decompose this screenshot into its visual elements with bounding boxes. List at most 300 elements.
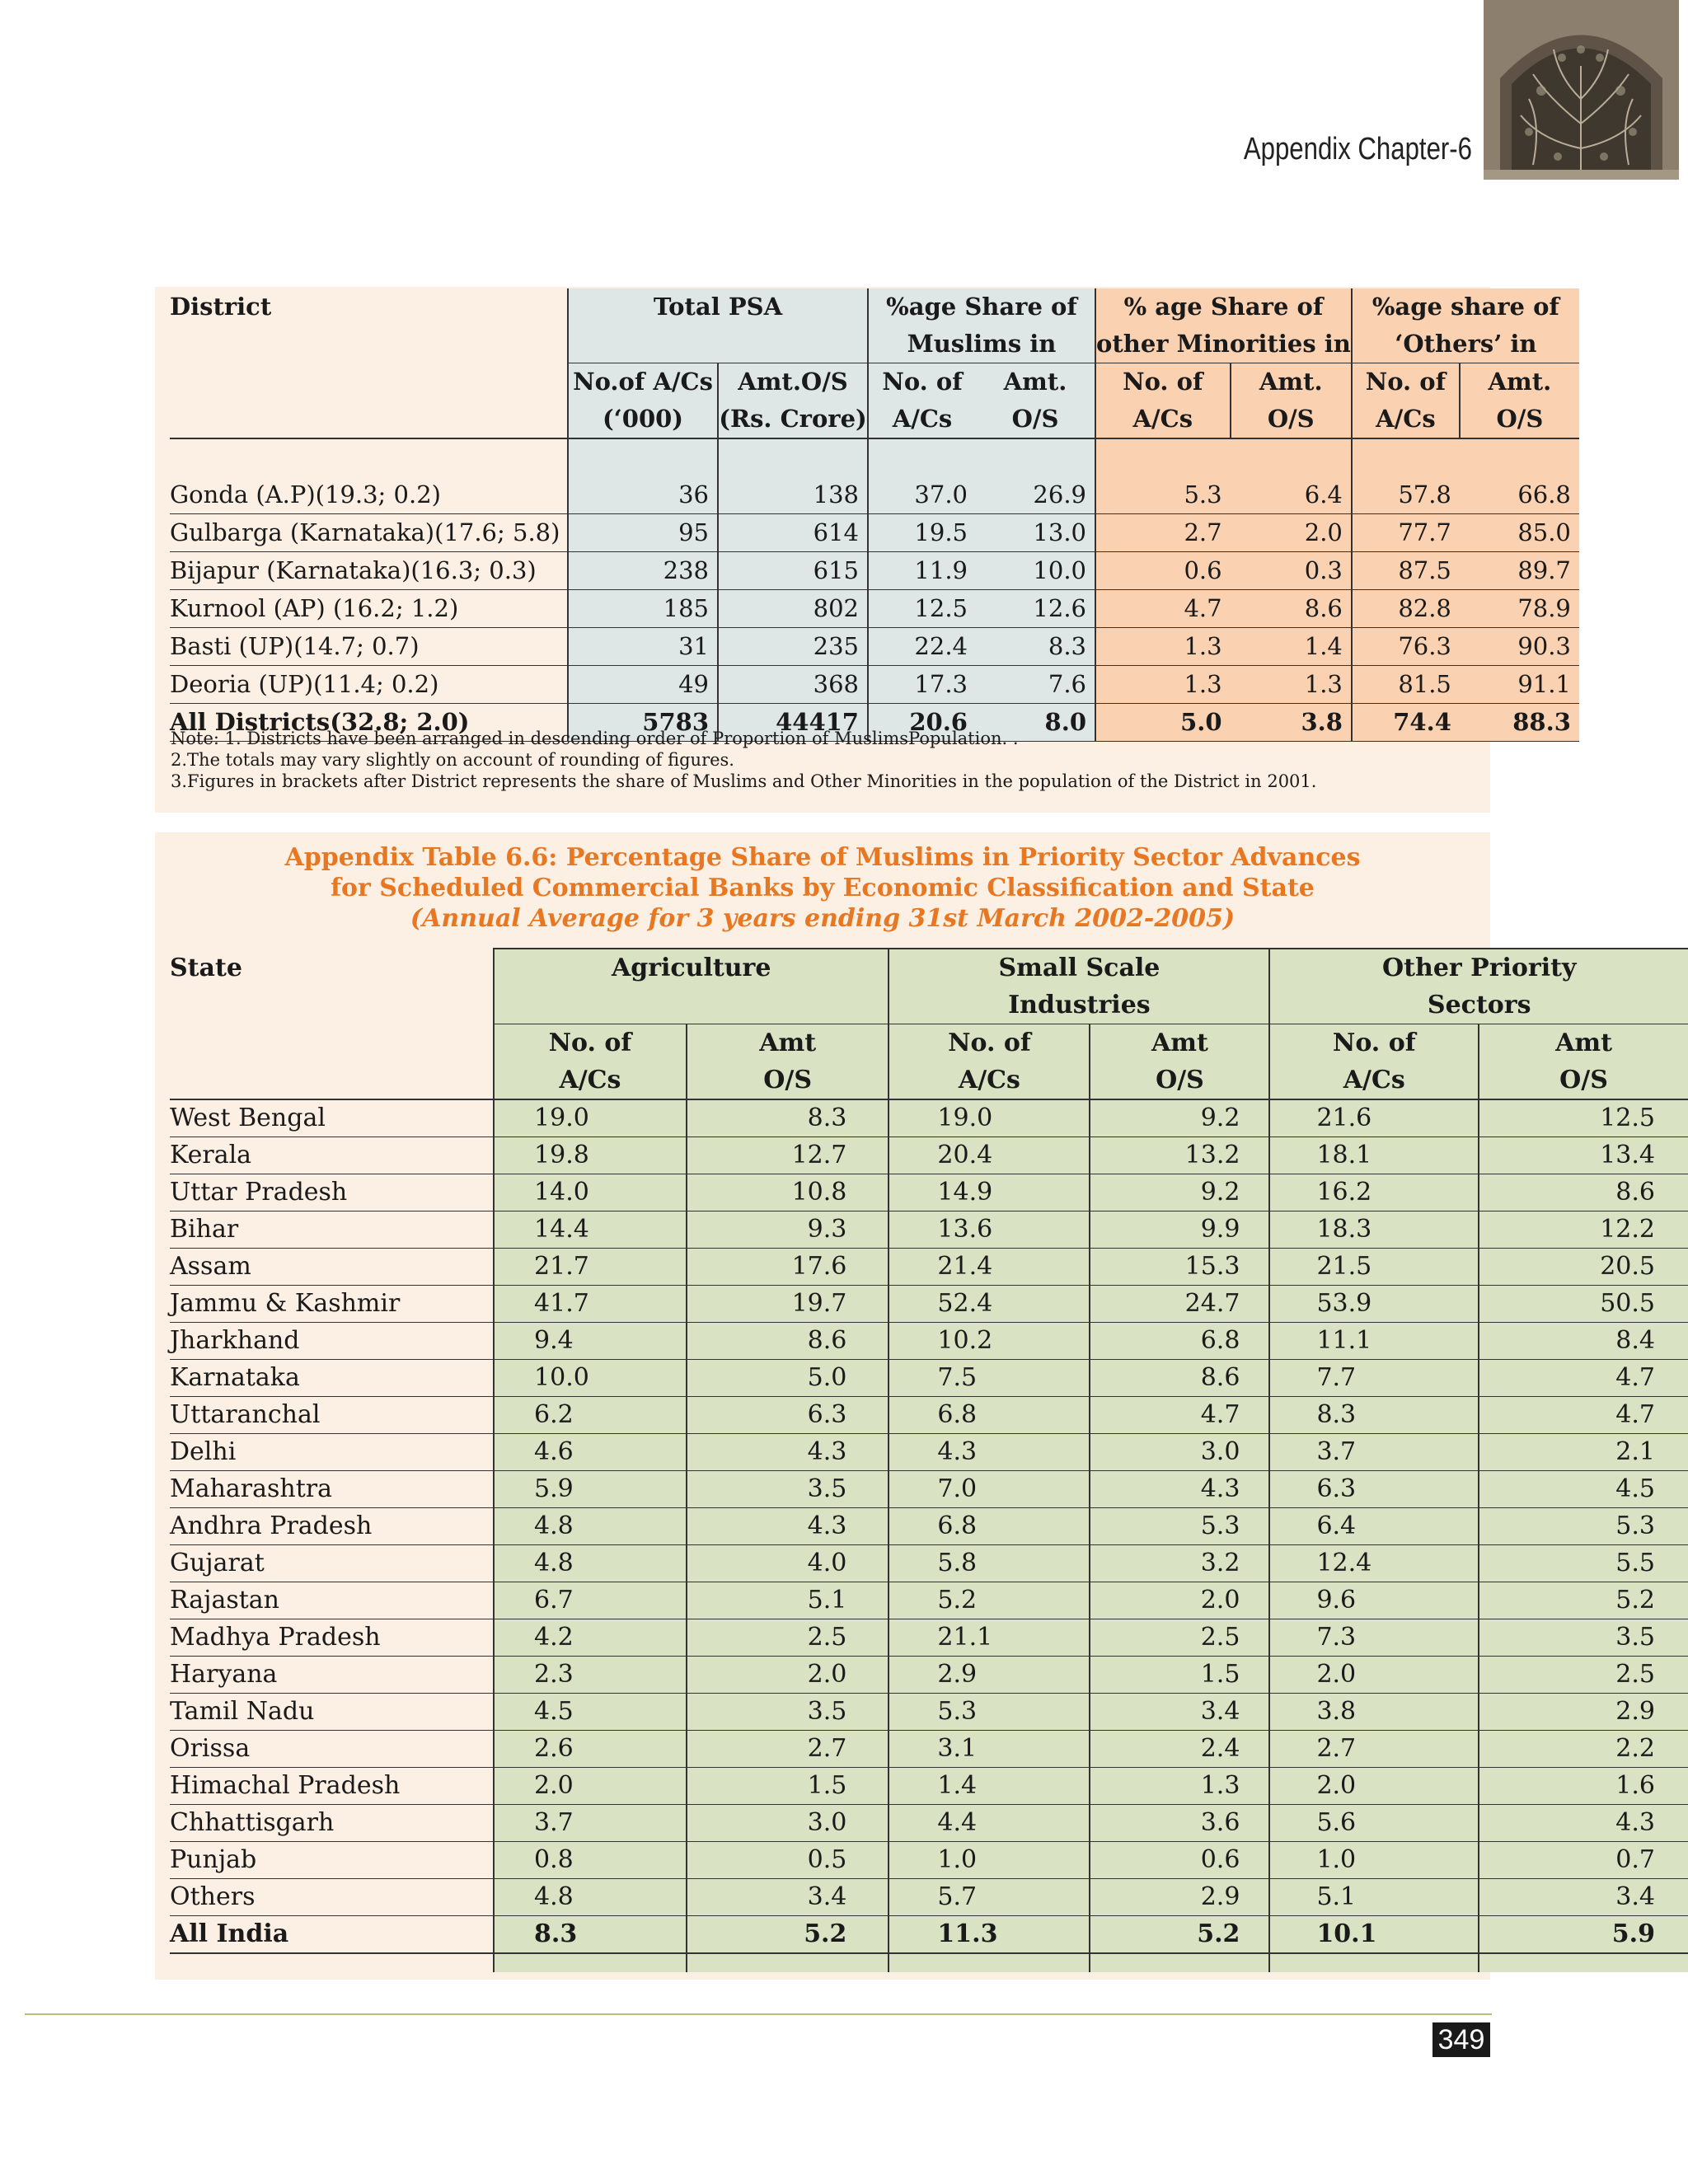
value-cell: 8.6 [1090, 1360, 1269, 1397]
value-cell: 90.3 [1460, 628, 1579, 666]
col-header-ssi-acs: A/Cs [889, 1062, 1090, 1099]
table-row [170, 1434, 1688, 1471]
col-header-ag-amt: Amt [687, 1024, 889, 1062]
value-cell: 7.0 [889, 1471, 1090, 1508]
value-cell: 14.0 [494, 1174, 687, 1212]
value-cell: 4.4 [889, 1805, 1090, 1842]
table-row [170, 476, 1579, 514]
col-header-m-amt: Amt. [976, 363, 1095, 401]
value-cell: 5.5 [1479, 1545, 1688, 1582]
col-header-ssi-sub: Industries [889, 987, 1269, 1024]
col-header-x-acs: A/Cs [1352, 401, 1460, 438]
value-cell: 9.3 [687, 1212, 889, 1249]
value-cell: 13.6 [889, 1212, 1090, 1249]
value-cell: 0.7 [1479, 1842, 1688, 1879]
table-row [170, 1323, 1688, 1360]
value-cell: 2.6 [494, 1731, 687, 1768]
value-cell: 4.2 [494, 1619, 687, 1657]
value-cell: 1.4 [1231, 628, 1352, 666]
state-name-cell: Uttaranchal [170, 1397, 494, 1434]
table2-title-subtitle: (Annual Average for 3 years ending 31st March 2002-2005) [410, 904, 1236, 933]
value-cell: 1.3 [1095, 628, 1231, 666]
value-cell: 5783 [568, 704, 718, 742]
col-header-o-os: O/S [1231, 401, 1352, 438]
value-cell: 16.2 [1269, 1174, 1479, 1212]
col-header-district: District [170, 288, 568, 326]
state-name-cell: Karnataka [170, 1360, 494, 1397]
col-header-o-no: No. of [1095, 363, 1231, 401]
state-name-cell: Orissa [170, 1731, 494, 1768]
value-cell: 5.3 [1095, 476, 1231, 514]
value-cell: 2.0 [1269, 1657, 1479, 1694]
col-header-ag-no: No. of [494, 1024, 687, 1062]
value-cell: 4.6 [494, 1434, 687, 1471]
col-header-o-acs: A/Cs [1095, 401, 1231, 438]
value-cell: 8.0 [976, 704, 1095, 742]
col-header-m-os: O/S [976, 401, 1095, 438]
value-cell: 2.5 [687, 1619, 889, 1657]
value-cell: 5.1 [1269, 1879, 1479, 1916]
col-header-ops-no: No. of [1269, 1024, 1479, 1062]
table-row [170, 1099, 1688, 1137]
value-cell: 20.4 [889, 1137, 1090, 1174]
value-cell: 4.3 [1479, 1805, 1688, 1842]
value-cell: 49 [568, 666, 718, 704]
col-header-o-amt: Amt. [1231, 363, 1352, 401]
value-cell: 26.9 [976, 476, 1095, 514]
value-cell: 50.5 [1479, 1286, 1688, 1323]
value-cell: 74.4 [1352, 704, 1460, 742]
state-name-cell: Jammu & Kashmir [170, 1286, 494, 1323]
state-name-cell: All India [170, 1916, 494, 1954]
table-row [170, 1249, 1688, 1286]
value-cell: 19.5 [868, 514, 976, 552]
value-cell: 10.8 [687, 1174, 889, 1212]
value-cell: 5.2 [889, 1582, 1090, 1619]
value-cell: 18.3 [1269, 1212, 1479, 1249]
state-name-cell: Himachal Pradesh [170, 1768, 494, 1805]
value-cell: 19.0 [889, 1099, 1090, 1137]
value-cell: 4.3 [889, 1434, 1090, 1471]
value-cell: 5.0 [1095, 704, 1231, 742]
district-name-cell: Gulbarga (Karnataka)(17.6; 5.8) [170, 514, 568, 552]
value-cell: 31 [568, 628, 718, 666]
value-cell: 2.0 [1231, 514, 1352, 552]
value-cell: 12.2 [1479, 1212, 1688, 1249]
table-row [170, 1842, 1688, 1879]
value-cell: 6.8 [889, 1397, 1090, 1434]
value-cell: 7.5 [889, 1360, 1090, 1397]
state-name-cell: Chhattisgarh [170, 1805, 494, 1842]
value-cell: 3.7 [494, 1805, 687, 1842]
table1-notes [171, 728, 1316, 792]
value-cell: 3.0 [687, 1805, 889, 1842]
value-cell: 11.1 [1269, 1323, 1479, 1360]
col-header-m-no: No. of [868, 363, 976, 401]
table-row [170, 1545, 1688, 1582]
value-cell: 10.0 [494, 1360, 687, 1397]
state-name-cell: Madhya Pradesh [170, 1619, 494, 1657]
state-name-cell: Bihar [170, 1212, 494, 1249]
value-cell: 9.6 [1269, 1582, 1479, 1619]
table-row [170, 1619, 1688, 1657]
value-cell: 3.8 [1269, 1694, 1479, 1731]
value-cell: 2.0 [1269, 1768, 1479, 1805]
state-name-cell: Rajastan [170, 1582, 494, 1619]
value-cell: 3.5 [687, 1471, 889, 1508]
value-cell: 4.3 [687, 1434, 889, 1471]
table-row [170, 1768, 1688, 1805]
value-cell: 8.4 [1479, 1323, 1688, 1360]
value-cell: 15.3 [1090, 1249, 1269, 1286]
value-cell: 5.9 [494, 1471, 687, 1508]
state-name-cell: Haryana [170, 1657, 494, 1694]
value-cell: 52.4 [889, 1286, 1090, 1323]
value-cell: 1.0 [889, 1842, 1090, 1879]
note-line: 3.Figures in brackets after District represents the share of Muslims and Other Minorities in the population of the District in 2001. [171, 771, 1317, 791]
value-cell: 9.2 [1090, 1099, 1269, 1137]
col-header-ssi: Small Scale [889, 949, 1269, 987]
value-cell: 88.3 [1460, 704, 1579, 742]
table-row [170, 1731, 1688, 1768]
value-cell: 18.1 [1269, 1137, 1479, 1174]
value-cell: 17.6 [687, 1249, 889, 1286]
value-cell: 4.7 [1090, 1397, 1269, 1434]
total-row [170, 1916, 1688, 1954]
value-cell: 2.0 [494, 1768, 687, 1805]
value-cell: 11.9 [868, 552, 976, 590]
value-cell: 81.5 [1352, 666, 1460, 704]
value-cell: 91.1 [1460, 666, 1579, 704]
value-cell: 95 [568, 514, 718, 552]
district-psa-table [170, 288, 1579, 742]
table-row [170, 666, 1579, 704]
col-header-muslims: %age Share of [868, 288, 1095, 326]
col-header-minorities: % age Share of [1095, 288, 1352, 326]
value-cell: 1.4 [889, 1768, 1090, 1805]
state-name-cell: Others [170, 1879, 494, 1916]
value-cell: 13.2 [1090, 1137, 1269, 1174]
state-priority-sector-table [170, 948, 1688, 1972]
value-cell: 4.8 [494, 1508, 687, 1545]
value-cell: 10.0 [976, 552, 1095, 590]
footer-rule [25, 2013, 1492, 2015]
col-header-ssi-no: No. of [889, 1024, 1090, 1062]
value-cell: 24.7 [1090, 1286, 1269, 1323]
value-cell: 1.3 [1090, 1768, 1269, 1805]
district-name-cell: Kurnool (AP) (16.2; 1.2) [170, 590, 568, 628]
value-cell: 44417 [718, 704, 868, 742]
state-name-cell: Uttar Pradesh [170, 1174, 494, 1212]
value-cell: 1.3 [1095, 666, 1231, 704]
district-name-cell: Gonda (A.P)(19.3; 0.2) [170, 476, 568, 514]
value-cell: 5.3 [1479, 1508, 1688, 1545]
value-cell: 2.0 [1090, 1582, 1269, 1619]
table-row [170, 1360, 1688, 1397]
value-cell: 238 [568, 552, 718, 590]
value-cell: 5.2 [1090, 1916, 1269, 1954]
value-cell: 2.1 [1479, 1434, 1688, 1471]
value-cell: 19.0 [494, 1099, 687, 1137]
value-cell: 6.4 [1231, 476, 1352, 514]
col-header-x-os: O/S [1460, 401, 1579, 438]
col-header-m-acs: A/Cs [868, 401, 976, 438]
value-cell: 0.6 [1090, 1842, 1269, 1879]
value-cell: 10.2 [889, 1323, 1090, 1360]
value-cell: 0.6 [1095, 552, 1231, 590]
district-name-cell: Basti (UP)(14.7; 0.7) [170, 628, 568, 666]
col-header-psa-amt-unit: (Rs. Crore) [718, 401, 868, 438]
value-cell: 615 [718, 552, 868, 590]
state-name-cell: West Bengal [170, 1099, 494, 1137]
value-cell: 1.5 [687, 1768, 889, 1805]
value-cell: 4.7 [1479, 1397, 1688, 1434]
value-cell: 5.0 [687, 1360, 889, 1397]
value-cell: 4.8 [494, 1879, 687, 1916]
col-header-ssi-os: O/S [1090, 1062, 1269, 1099]
value-cell: 12.4 [1269, 1545, 1479, 1582]
value-cell: 22.4 [868, 628, 976, 666]
value-cell: 12.5 [868, 590, 976, 628]
value-cell: 3.5 [1479, 1619, 1688, 1657]
table-row [170, 1286, 1688, 1323]
value-cell: 20.6 [868, 704, 976, 742]
col-header-others-sub: ‘Others’ in [1352, 326, 1579, 363]
col-header-psa-amt: Amt.O/S [718, 363, 868, 401]
state-name-cell: Assam [170, 1249, 494, 1286]
value-cell: 2.4 [1090, 1731, 1269, 1768]
value-cell: 3.5 [687, 1694, 889, 1731]
value-cell: 7.3 [1269, 1619, 1479, 1657]
value-cell: 802 [718, 590, 868, 628]
value-cell: 37.0 [868, 476, 976, 514]
value-cell: 13.4 [1479, 1137, 1688, 1174]
value-cell: 19.7 [687, 1286, 889, 1323]
col-header-ag-acs: A/Cs [494, 1062, 687, 1099]
table-row [170, 1582, 1688, 1619]
value-cell: 2.9 [889, 1657, 1090, 1694]
state-name-cell: Delhi [170, 1434, 494, 1471]
value-cell: 3.7 [1269, 1434, 1479, 1471]
value-cell: 77.7 [1352, 514, 1460, 552]
col-header-psa-no: No.of A/Cs [568, 363, 718, 401]
value-cell: 4.5 [494, 1694, 687, 1731]
value-cell: 3.4 [687, 1879, 889, 1916]
value-cell: 12.6 [976, 590, 1095, 628]
value-cell: 5.8 [889, 1545, 1090, 1582]
value-cell: 57.8 [1352, 476, 1460, 514]
state-name-cell: Tamil Nadu [170, 1694, 494, 1731]
value-cell: 9.9 [1090, 1212, 1269, 1249]
value-cell: 3.4 [1090, 1694, 1269, 1731]
note-line: Note: 1. Districts have been arranged in descending order of Proportion of MuslimsPopulation. . [171, 729, 1019, 748]
table-row [170, 552, 1579, 590]
table-row [170, 1471, 1688, 1508]
value-cell: 5.2 [1479, 1582, 1688, 1619]
value-cell: 14.4 [494, 1212, 687, 1249]
value-cell: 17.3 [868, 666, 976, 704]
value-cell: 2.2 [1479, 1731, 1688, 1768]
col-header-ag-os: O/S [687, 1062, 889, 1099]
value-cell: 0.8 [494, 1842, 687, 1879]
value-cell: 4.7 [1095, 590, 1231, 628]
value-cell: 3.6 [1090, 1805, 1269, 1842]
value-cell: 2.0 [687, 1657, 889, 1694]
value-cell: 53.9 [1269, 1286, 1479, 1323]
value-cell: 85.0 [1460, 514, 1579, 552]
state-name-cell: Jharkhand [170, 1323, 494, 1360]
table2-title-line2: for Scheduled Commercial Banks by Economic Classification and State [331, 874, 1315, 902]
value-cell: 8.3 [1269, 1397, 1479, 1434]
value-cell: 5.2 [687, 1916, 889, 1954]
value-cell: 5.9 [1479, 1916, 1688, 1954]
value-cell: 1.0 [1269, 1842, 1479, 1879]
value-cell: 1.3 [1231, 666, 1352, 704]
value-cell: 138 [718, 476, 868, 514]
value-cell: 6.8 [1090, 1323, 1269, 1360]
value-cell: 3.0 [1090, 1434, 1269, 1471]
value-cell: 21.4 [889, 1249, 1090, 1286]
value-cell: 8.6 [687, 1323, 889, 1360]
value-cell: 11.3 [889, 1916, 1090, 1954]
value-cell: 2.7 [1269, 1731, 1479, 1768]
value-cell: 2.3 [494, 1657, 687, 1694]
value-cell: 6.2 [494, 1397, 687, 1434]
value-cell: 8.3 [687, 1099, 889, 1137]
value-cell: 5.3 [889, 1694, 1090, 1731]
value-cell: 235 [718, 628, 868, 666]
value-cell: 8.3 [976, 628, 1095, 666]
district-name-cell: Deoria (UP)(11.4; 0.2) [170, 666, 568, 704]
value-cell: 13.0 [976, 514, 1095, 552]
value-cell: 2.5 [1479, 1657, 1688, 1694]
value-cell: 5.7 [889, 1879, 1090, 1916]
value-cell: 89.7 [1460, 552, 1579, 590]
value-cell: 2.9 [1090, 1879, 1269, 1916]
value-cell: 6.4 [1269, 1508, 1479, 1545]
value-cell: 66.8 [1460, 476, 1579, 514]
col-header-minorities-sub: other Minorities in [1095, 326, 1352, 363]
col-header-ops-sub: Sectors [1269, 987, 1688, 1024]
table-row [170, 1397, 1688, 1434]
header-decorative-image [1484, 0, 1679, 180]
col-header-ops-amt: Amt [1479, 1024, 1688, 1062]
value-cell: 0.5 [687, 1842, 889, 1879]
table2-title [155, 842, 1490, 934]
col-header-others: %age share of [1352, 288, 1579, 326]
value-cell: 14.9 [889, 1174, 1090, 1212]
value-cell: 78.9 [1460, 590, 1579, 628]
value-cell: 1.6 [1479, 1768, 1688, 1805]
value-cell: 3.4 [1479, 1879, 1688, 1916]
table-row [170, 1694, 1688, 1731]
table-row [170, 1508, 1688, 1545]
value-cell: 9.4 [494, 1323, 687, 1360]
value-cell: 2.9 [1479, 1694, 1688, 1731]
table-row [170, 1212, 1688, 1249]
value-cell: 7.7 [1269, 1360, 1479, 1397]
page-number: 349 [1432, 2022, 1490, 2057]
table-row [170, 590, 1579, 628]
col-header-ops: Other Priority [1269, 949, 1688, 987]
value-cell: 82.8 [1352, 590, 1460, 628]
table-row [170, 1657, 1688, 1694]
table-end-spacer [170, 1953, 1688, 1972]
note-line: 2.The totals may vary slightly on account of rounding of figures. [171, 750, 734, 770]
value-cell: 3.1 [889, 1731, 1090, 1768]
value-cell: 5.6 [1269, 1805, 1479, 1842]
value-cell: 87.5 [1352, 552, 1460, 590]
value-cell: 6.3 [1269, 1471, 1479, 1508]
header-title: Appendix Chapter-6 [1243, 132, 1472, 166]
col-header-ssi-amt: Amt [1090, 1024, 1269, 1062]
col-header-ops-acs: A/Cs [1269, 1062, 1479, 1099]
table-row [170, 1137, 1688, 1174]
value-cell: 8.3 [494, 1916, 687, 1954]
value-cell: 8.6 [1479, 1174, 1688, 1212]
value-cell: 3.8 [1231, 704, 1352, 742]
value-cell: 4.8 [494, 1545, 687, 1582]
value-cell: 21.1 [889, 1619, 1090, 1657]
table-row [170, 514, 1579, 552]
table-row [170, 628, 1579, 666]
district-name-cell: All Districts(32.8; 2.0) [170, 704, 568, 742]
value-cell: 7.6 [976, 666, 1095, 704]
value-cell: 1.5 [1090, 1657, 1269, 1694]
value-cell: 21.5 [1269, 1249, 1479, 1286]
state-name-cell: Punjab [170, 1842, 494, 1879]
jali-window-illustration [1484, 0, 1679, 180]
state-name-cell: Gujarat [170, 1545, 494, 1582]
value-cell: 2.7 [687, 1731, 889, 1768]
value-cell: 4.3 [1090, 1471, 1269, 1508]
table-row [170, 1879, 1688, 1916]
value-cell: 5.3 [1090, 1508, 1269, 1545]
state-name-cell: Andhra Pradesh [170, 1508, 494, 1545]
value-cell: 21.6 [1269, 1099, 1479, 1137]
table-row [170, 1805, 1688, 1842]
district-name-cell: Bijapur (Karnataka)(16.3; 0.3) [170, 552, 568, 590]
col-header-total-psa: Total PSA [568, 288, 868, 326]
value-cell: 20.5 [1479, 1249, 1688, 1286]
col-header-agriculture: Agriculture [494, 949, 889, 987]
col-header-muslims-sub: Muslims in [868, 326, 1095, 363]
value-cell: 76.3 [1352, 628, 1460, 666]
value-cell: 4.3 [687, 1508, 889, 1545]
value-cell: 6.7 [494, 1582, 687, 1619]
col-header-state: State [170, 949, 494, 987]
value-cell: 4.5 [1479, 1471, 1688, 1508]
value-cell: 8.6 [1231, 590, 1352, 628]
value-cell: 19.8 [494, 1137, 687, 1174]
value-cell: 10.1 [1269, 1916, 1479, 1954]
col-header-psa-no-unit: (‘000) [568, 401, 718, 438]
value-cell: 36 [568, 476, 718, 514]
value-cell: 614 [718, 514, 868, 552]
col-header-ops-os: O/S [1479, 1062, 1688, 1099]
value-cell: 3.2 [1090, 1545, 1269, 1582]
value-cell: 4.0 [687, 1545, 889, 1582]
value-cell: 21.7 [494, 1249, 687, 1286]
value-cell: 4.7 [1479, 1360, 1688, 1397]
table-row [170, 1174, 1688, 1212]
value-cell: 6.3 [687, 1397, 889, 1434]
value-cell: 5.1 [687, 1582, 889, 1619]
col-header-x-amt: Amt. [1460, 363, 1579, 401]
value-cell: 2.7 [1095, 514, 1231, 552]
value-cell: 9.2 [1090, 1174, 1269, 1212]
state-name-cell: Kerala [170, 1137, 494, 1174]
